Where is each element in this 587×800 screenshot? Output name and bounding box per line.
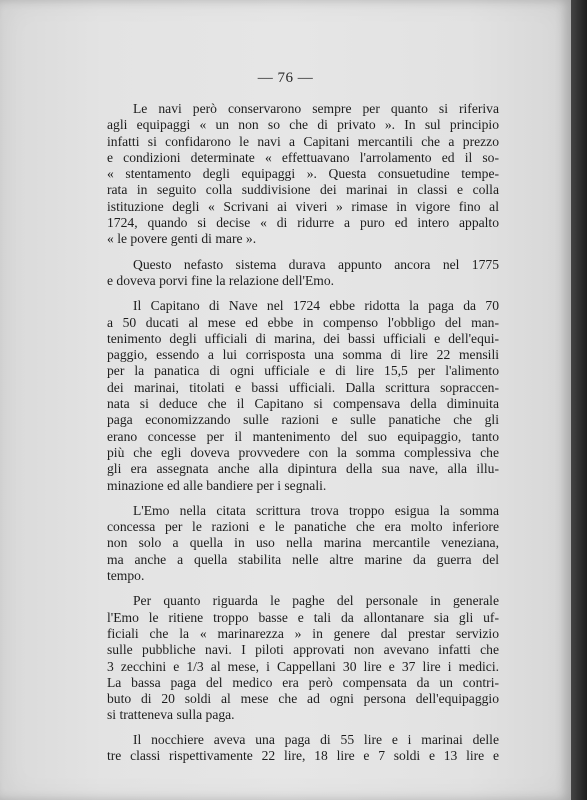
text-line: minazione ed alle bandiere per i segnali.	[107, 477, 327, 493]
text-line: istituzione degli « Scrivani ai viveri » rimase in vigore fino al	[107, 198, 499, 214]
text-line: buto di 20 soldi al mese che ad ogni persona dell'equipaggio	[107, 691, 499, 707]
text-line: La bassa paga del medico era però compensata da un contri-	[107, 674, 499, 690]
text-line: non solo a quella in uso nella marina mercantile veneziana,	[107, 535, 499, 551]
text-line: concessa per le razioni e le panatiche che era molto inferiore	[107, 519, 499, 535]
text-line: ficiali che la « marinarezza » in genere dal prestar servizio	[107, 625, 499, 641]
paragraph-6	[107, 732, 499, 765]
text-line: L'Emo nella citata scrittura trova troppo esigua la somma	[133, 502, 499, 518]
text-line: tempo.	[107, 568, 145, 584]
text-line: 3 zecchini e 1/3 al mese, i Cappellani 30 lire e 37 lire i medici.	[107, 658, 499, 674]
paragraph-5	[107, 593, 499, 723]
text-line: sulle pubbliche navi. I piloti approvati non avevano infatti che	[107, 642, 499, 658]
text-line: nata si deduce che il Capitano si compensava della diminuita	[107, 396, 499, 412]
text-line: « le povere genti di mare ».	[107, 231, 257, 247]
paragraph-1	[107, 101, 499, 248]
text-line: si tratteneva sulla paga.	[107, 707, 235, 723]
text-line: e condizioni determinate « effettuavano l'arrolamento ed il so-	[107, 149, 499, 165]
text-line: a 50 ducati al mese ed ebbe in compenso l'obbligo del man-	[107, 314, 499, 330]
text-line: rata in seguito colla suddivisione dei marinai in classi e colla	[107, 182, 499, 198]
text-line: per la panatica di ogni ufficiale e di lire 15,5 per l'alimento	[107, 363, 499, 379]
body-text	[107, 101, 499, 764]
text-line: dei marinai, titolati e bassi ufficiali. Dalla scrittura sopraccen-	[107, 379, 499, 395]
text-line: ma anche a quella stabilita nelle altre marine da guerra del	[107, 551, 499, 567]
text-line: gli era assegnata anche alla dipintura della sua nave, alla illu-	[107, 461, 499, 477]
text-line: « stentamento degli equipaggi ». Questa consuetudine tempe-	[107, 166, 499, 182]
text-line: tenimento degli ufficiali di marina, dei bassi ufficiali e dell'equi-	[107, 330, 499, 346]
text-line: Il nocchiere aveva una paga di 55 lire e i marinai delle	[133, 731, 499, 747]
book-spine-edge	[571, 0, 587, 800]
text-line: Le navi però conservarono sempre per quanto si riferiva	[133, 101, 499, 116]
text-line: l'Emo le ritiene troppo basse e tali da allontanare sia gli uf-	[107, 609, 499, 625]
text-line: più che egli doveva provvedere con la somma complessiva che	[107, 444, 499, 460]
text-line: paga economizzando sulle razioni e sulle panatiche che gli	[107, 412, 499, 428]
text-line: Per quanto riguarda le paghe del personale in generale	[133, 593, 499, 609]
text-line: infatti si confidarono le navi a Capitani mercantili che a prezzo	[107, 133, 499, 149]
page-number: — 76 —	[257, 70, 314, 86]
paragraph-2	[107, 257, 499, 290]
text-line: 1724, quando si decise « di ridurre a puro ed intero appalto	[107, 215, 499, 231]
paragraph-4	[107, 503, 499, 584]
text-line: agli equipaggi « un non so che di privato ». In sul principio	[107, 117, 499, 133]
text-line: Il Capitano di Nave nel 1724 ebbe ridotta la paga da 70	[133, 298, 499, 314]
text-line: erano concesse per il mantenimento del suo equipaggio, tanto	[107, 428, 499, 444]
paragraph-3	[107, 298, 499, 494]
text-line: tre classi rispettivamente 22 lire, 18 lire e 7 soldi e 13 lire e	[107, 747, 499, 763]
text-line: e doveva porvi fine la relazione dell'Emo.	[107, 272, 335, 288]
text-line: Questo nefasto sistema durava appunto ancora nel 1775	[133, 256, 499, 272]
text-line: paggio, essendo a lui corrisposta una somma di lire 22 mensili	[107, 347, 499, 363]
